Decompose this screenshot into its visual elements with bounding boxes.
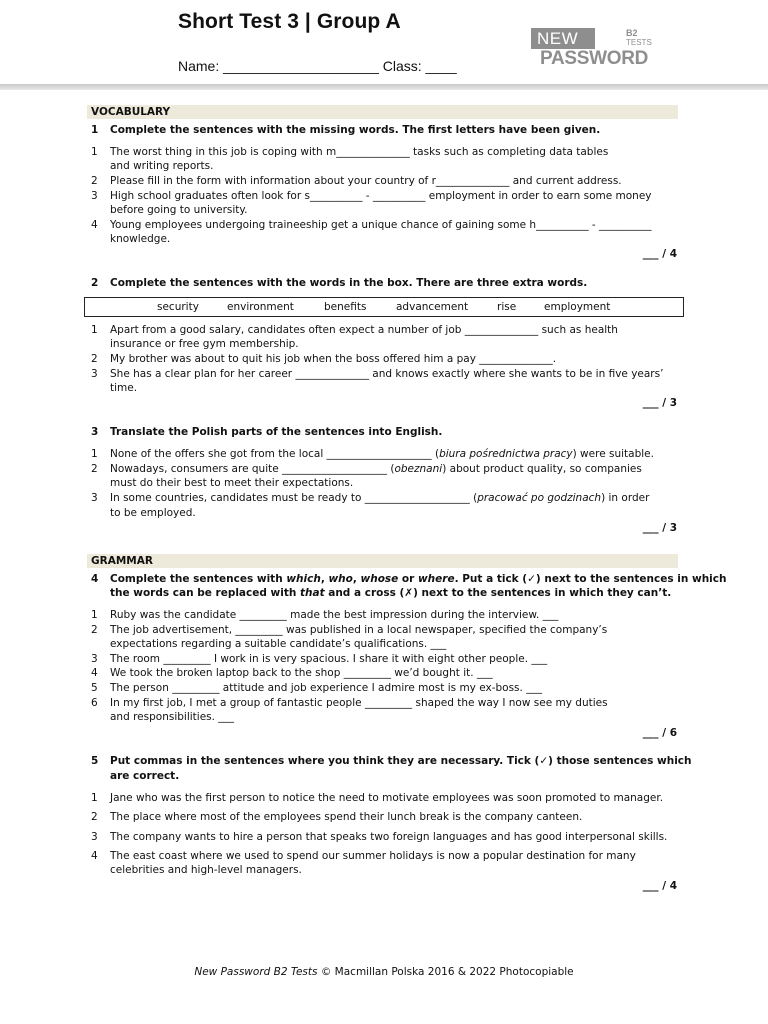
word-box-item: security	[157, 301, 199, 313]
item-number: 5	[91, 682, 98, 694]
item-text: knowledge.	[110, 233, 171, 245]
exercise-instruction: Complete the sentences with which, who, whose or where. Put a tick (✓) next to the sentences in which	[110, 573, 727, 585]
item-text: The east coast where we used to spend our summer holidays is now a popular destination for many	[110, 850, 636, 862]
footer-copyright: © Macmillan Polska 2016 & 2022 Photocopiable	[317, 966, 574, 978]
logo-b2: B2	[626, 28, 638, 38]
item-number: 4	[91, 667, 98, 679]
item-text: In some countries, candidates must be ready to ____________________ (pracować po godzinach) in order	[110, 492, 650, 504]
page-title: Short Test 3 | Group A	[178, 10, 401, 33]
item-text: Young employees undergoing traineeship get a unique chance of gaining some h__________ - __________	[110, 219, 652, 231]
item-text: The company wants to hire a person that speaks two foreign languages and has good interpersonal skills.	[110, 831, 668, 843]
word-box-item: rise	[497, 301, 517, 313]
score-box[interactable]: ___ / 6	[642, 727, 677, 739]
item-text: Ruby was the candidate _________ made the best impression during the interview. ___	[110, 609, 559, 621]
exercise-number: 4	[91, 573, 99, 585]
item-text: We took the broken laptop back to the shop _________ we’d bought it. ___	[110, 667, 493, 679]
logo-password: PASSWORD	[540, 48, 649, 69]
new-password-logo	[531, 28, 661, 70]
item-number: 2	[91, 463, 98, 475]
word-box-item: benefits	[324, 301, 367, 313]
item-text: In my first job, I met a group of fantastic people _________ shaped the way I now see my duties	[110, 697, 608, 709]
score-box[interactable]: ___ / 4	[642, 880, 677, 892]
name-blank[interactable]: ____________________	[223, 58, 379, 74]
item-number: 1	[91, 609, 98, 621]
item-number: 2	[91, 624, 98, 636]
section-heading-grammar: GRAMMAR	[87, 554, 678, 568]
item-text: expectations regarding a suitable candidate’s qualifications. ___	[110, 638, 447, 650]
item-text: The room _________ I work in is very spacious. I share it with eight other people. ___	[110, 653, 548, 665]
item-text: insurance or free gym membership.	[110, 338, 299, 350]
logo-tests: TESTS	[626, 38, 652, 47]
item-text: and responsibilities. ___	[110, 711, 235, 723]
item-text: to be employed.	[110, 507, 196, 519]
item-number: 3	[91, 492, 98, 504]
exercise-instruction: Put commas in the sentences where you think they are necessary. Tick (✓) those sentences which	[110, 755, 692, 767]
item-text: The job advertisement, _________ was published in a local newspaper, specified the company’s	[110, 624, 608, 636]
exercise-instruction: the words can be replaced with that and a cross (✗) next to the sentences in which they can’t.	[110, 587, 672, 599]
item-text: time.	[110, 382, 138, 394]
word-box-item: environment	[227, 301, 294, 313]
item-number: 3	[91, 368, 98, 380]
exercise-instruction: Complete the sentences with the missing words. The first letters have been given.	[110, 124, 601, 136]
item-number: 3	[91, 831, 98, 843]
item-text: and writing reports.	[110, 160, 214, 172]
item-text: Please fill in the form with information about your country of r______________ and current address.	[110, 175, 622, 187]
item-number: 1	[91, 324, 98, 336]
item-number: 1	[91, 146, 98, 158]
item-text: celebrities and high-level managers.	[110, 864, 302, 876]
item-number: 3	[91, 653, 98, 665]
item-number: 3	[91, 190, 98, 202]
item-text: The worst thing in this job is coping with m______________ tasks such as completing data tables	[110, 146, 609, 158]
item-number: 6	[91, 697, 98, 709]
score-box[interactable]: ___ / 3	[642, 397, 677, 409]
exercise-instruction: Translate the Polish parts of the sentences into English.	[110, 426, 443, 438]
logo-new: NEW	[531, 28, 595, 49]
word-box	[84, 297, 684, 317]
item-number: 2	[91, 353, 98, 365]
item-text: The person _________ attitude and job experience I admire most is my ex-boss. ___	[110, 682, 542, 694]
exercise-number: 5	[91, 755, 99, 767]
section-heading-vocabulary: VOCABULARY	[87, 105, 678, 119]
score-box[interactable]: ___ / 4	[642, 248, 677, 260]
item-text: High school graduates often look for s__________ - __________ employment in order to earn some money	[110, 190, 652, 202]
page-footer	[0, 966, 768, 978]
exercise-instruction: Complete the sentences with the words in the box. There are three extra words.	[110, 277, 588, 289]
item-text: before going to university.	[110, 204, 248, 216]
score-box[interactable]: ___ / 3	[642, 522, 677, 534]
item-text: The place where most of the employees spend their lunch break is the company canteen.	[110, 811, 583, 823]
word-box-item: employment	[544, 301, 611, 313]
name-label: Name:	[178, 58, 220, 74]
item-text: Nowadays, consumers are quite ____________________ (obeznani) about product quality, so companies	[110, 463, 642, 475]
exercise-number: 3	[91, 426, 99, 438]
item-text: Apart from a good salary, candidates often expect a number of job ______________ such as health	[110, 324, 618, 336]
item-text: My brother was about to quit his job when the boss offered him a pay ______________.	[110, 353, 557, 365]
item-number: 2	[91, 175, 98, 187]
header-divider	[0, 84, 768, 90]
item-text: Jane who was the first person to notice the need to motivate employees was soon promoted to manager.	[110, 792, 664, 804]
item-number: 2	[91, 811, 98, 823]
exercise-number: 1	[91, 124, 99, 136]
item-text: None of the offers she got from the local ____________________ (biura pośrednictwa pracy) were suitable.	[110, 448, 654, 460]
exercise-number: 2	[91, 277, 99, 289]
item-number: 4	[91, 850, 98, 862]
item-number: 1	[91, 448, 98, 460]
class-label: Class:	[382, 58, 422, 74]
item-text: must do their best to meet their expectations.	[110, 477, 354, 489]
exercise-instruction: are correct.	[110, 770, 180, 782]
footer-title: New Password B2 Tests	[194, 966, 318, 978]
word-box-item: advancement	[396, 301, 469, 313]
item-number: 1	[91, 792, 98, 804]
item-text: She has a clear plan for her career ______________ and knows exactly where she wants to be in five years’	[110, 368, 664, 380]
name-class-line	[178, 58, 457, 74]
item-number: 4	[91, 219, 98, 231]
class-blank[interactable]: ____	[425, 58, 457, 74]
